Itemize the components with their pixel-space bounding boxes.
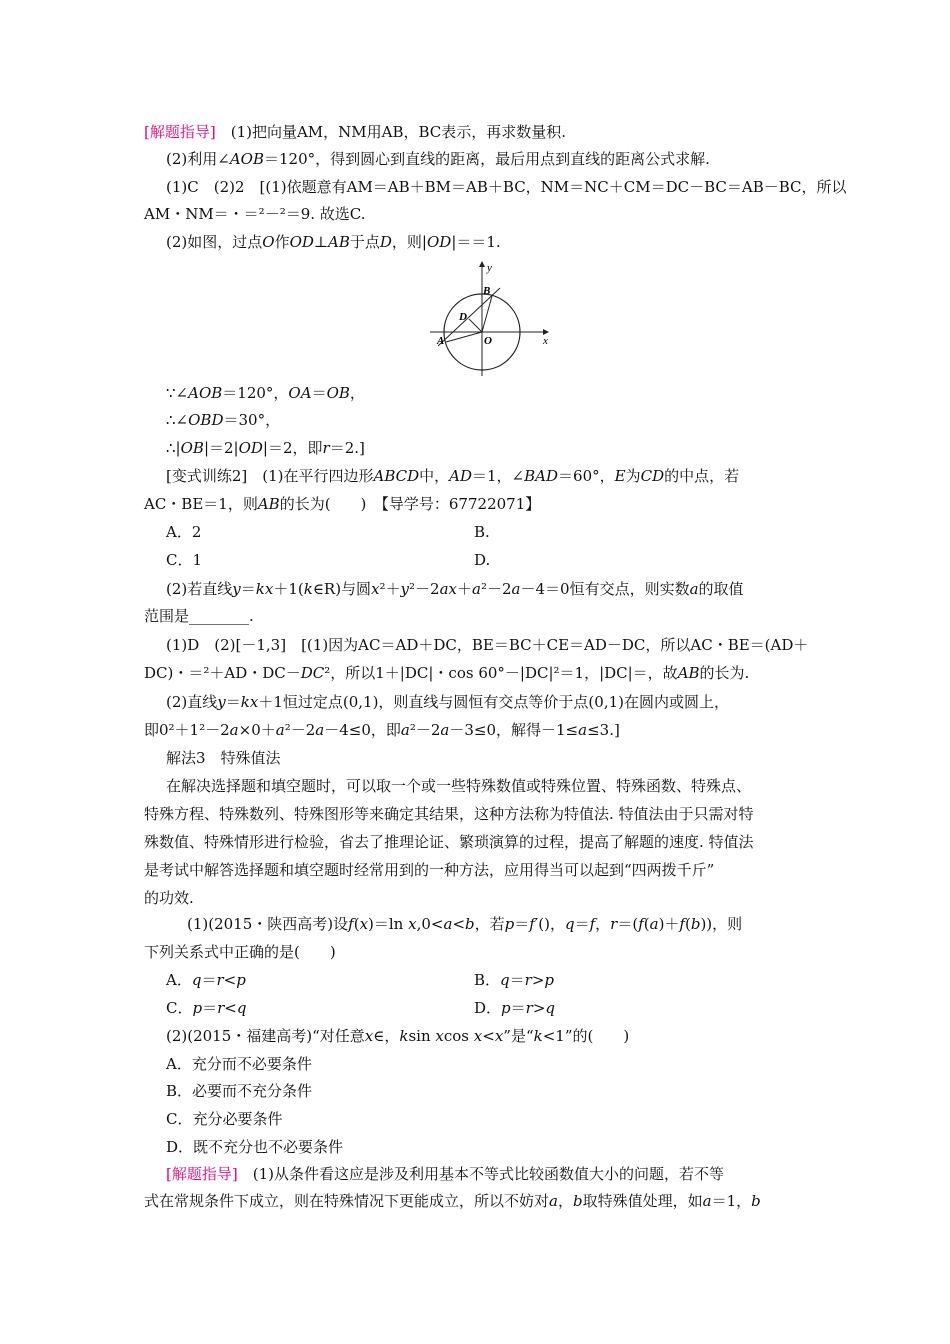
text-run: 的功效.: [144, 889, 194, 907]
text-run: B．必要而不充分条件: [166, 1082, 313, 1100]
text-run: AOB: [229, 150, 264, 168]
text-run: sin: [408, 1027, 436, 1045]
text-run: OD: [289, 233, 314, 251]
text-run: (1)C (2)2 [(1)依题意有AM＝AB＋BM＝AB＋BC，NM＝NC＋CM＝DC－BC＝AB－BC，所以: [166, 178, 847, 196]
text-run: 取特殊值处理，如: [582, 1192, 703, 1210]
text-run: ，: [557, 1192, 573, 1210]
text-run: |＝＝1.: [451, 233, 501, 251]
text-run: －3≤0，解得－1≤: [449, 721, 579, 739]
text-run: <: [482, 1027, 495, 1045]
text-run: b: [751, 1192, 761, 1210]
text-line: [187, 913, 950, 935]
text-run: ²－2: [284, 721, 316, 739]
text-run: ，: [349, 384, 365, 402]
text-run: r: [217, 999, 225, 1017]
text-run: ＝30°，: [223, 411, 281, 429]
text-run: k: [399, 1027, 409, 1045]
text-run: (2)直线: [166, 693, 218, 711]
text-run: >: [532, 999, 546, 1017]
text-run: )＝ln: [368, 915, 409, 933]
text-run: x: [371, 580, 380, 598]
text-run: OD: [426, 233, 452, 251]
text-run: 的取值: [698, 580, 744, 598]
text-run: a: [275, 721, 285, 739]
text-run: －4＝0恒有交点，则实数: [520, 580, 690, 598]
text-run: OA: [288, 384, 312, 402]
text-line: [144, 941, 950, 963]
text-run: r: [524, 971, 532, 989]
text-run: cos: [443, 1027, 474, 1045]
text-line: [144, 803, 950, 825]
text-run: ＝60°，: [558, 467, 615, 485]
text-run: 范围是________.: [144, 607, 254, 625]
text-run: p: [504, 915, 515, 933]
text-run: AD: [449, 467, 473, 485]
text-run: O: [262, 233, 275, 251]
text-run: AM・NM＝・＝²－²＝9. 故选C.: [144, 205, 366, 223]
text-line: [166, 747, 950, 769]
text-run: >: [531, 971, 545, 989]
text-run: ,0<: [416, 915, 444, 933]
text-run: ＋: [457, 580, 473, 598]
text-line: [166, 1053, 950, 1075]
text-run: A．: [166, 971, 192, 989]
text-run: DC: [300, 664, 325, 682]
label-y: y: [487, 262, 492, 274]
text-run: x: [408, 915, 417, 933]
text-run: ”是“: [503, 1027, 534, 1045]
text-line: [144, 831, 950, 853]
text-run: OD: [238, 439, 263, 457]
text-run: b: [465, 915, 475, 933]
text-run: ＝: [311, 384, 327, 402]
text-run: r: [216, 971, 224, 989]
text-line: [166, 382, 950, 404]
text-run: 的长为.: [699, 664, 750, 682]
text-run: (1)把向量AM，NM用AB，BC表示，再求数量积.: [215, 123, 567, 141]
text-run: p: [544, 971, 555, 989]
text-run: |＝2，即: [262, 439, 323, 457]
text-run: ＝1，∠: [472, 467, 525, 485]
text-line: [144, 493, 950, 515]
text-line: [166, 437, 950, 459]
text-run: ∵∠: [166, 384, 189, 402]
text-run: q: [500, 971, 510, 989]
text-run: k: [533, 1027, 543, 1045]
text-run: q: [545, 999, 556, 1017]
option-right: [474, 549, 950, 571]
option-right: [474, 521, 950, 543]
text-run: D: [379, 233, 392, 251]
text-run: C．: [166, 999, 193, 1017]
text-run: ，: [595, 915, 611, 933]
text-run: ))，则: [700, 915, 743, 933]
text-run: D.: [474, 551, 491, 569]
text-run: <1”的( ): [542, 1027, 630, 1045]
text-run: a: [400, 721, 410, 739]
option-right: [474, 969, 950, 991]
text-line: [166, 1025, 950, 1047]
text-run: 的长为( ) 【导学号：67722071】: [279, 495, 541, 513]
text-run: q: [564, 915, 575, 933]
text-run: ＝: [225, 693, 241, 711]
option-right: [474, 997, 950, 1019]
text-run: (1)从条件看这应是涉及利用基本不等式比较函数值大小的问题，若不等: [237, 1165, 724, 1183]
text-line: [166, 1080, 950, 1102]
text-run: BAD: [524, 467, 559, 485]
text-run: ＝1，: [711, 1192, 752, 1210]
text-run: kx: [240, 693, 259, 711]
text-run: r: [322, 439, 330, 457]
circle-figure: [428, 258, 558, 378]
text-run: ²＋: [379, 580, 401, 598]
text-run: <: [224, 999, 237, 1017]
text-run: y: [217, 693, 226, 711]
text-run: ＝: [514, 915, 530, 933]
text-run: 的中点，若: [664, 467, 740, 485]
coordinate-diagram: [428, 258, 558, 378]
text-run: a: [229, 721, 239, 739]
text-run: (2)如图，过点: [166, 233, 263, 251]
text-run: f: [348, 915, 354, 933]
text-run: ∴∠: [166, 411, 189, 429]
text-line: [166, 775, 950, 797]
text-run: ，则|: [391, 233, 427, 251]
text-run: a: [649, 915, 659, 933]
text-line: [166, 634, 950, 656]
text-run: ×0＋: [238, 721, 276, 739]
text-line: [166, 1136, 950, 1158]
text-run: ＝120°，得到圆心到直线的距离，最后用点到直线的距离公式求解.: [263, 150, 710, 168]
text-run: a: [689, 580, 699, 598]
text-run: AB: [328, 233, 350, 251]
text-run: 即0²＋1²－2: [144, 721, 230, 739]
text-run: CD: [640, 467, 665, 485]
text-run: x: [435, 1027, 444, 1045]
text-run: 下列关系式中正确的是( ): [144, 943, 336, 961]
text-run: ′()，: [534, 915, 565, 933]
text-run: 殊数值、特殊情形进行检验，省去了推理论证、繁琐演算的过程，提高了解题的速度. 特值法: [144, 833, 754, 851]
text-run: x: [494, 1027, 504, 1045]
label-o: O: [484, 335, 492, 347]
text-run: q: [236, 999, 247, 1017]
segment-od: [469, 319, 482, 332]
text-run: C．充分必要条件: [166, 1110, 283, 1128]
text-run: f: [529, 915, 535, 933]
text-line: [144, 121, 950, 143]
text-line: [144, 662, 950, 684]
text-run: a: [472, 580, 481, 598]
text-run: (1)(2015・陕西高考)设: [187, 915, 349, 933]
text-line: [144, 605, 950, 627]
text-run: E: [614, 467, 626, 485]
text-run: b: [572, 1192, 583, 1210]
text-run: ＝: [201, 971, 217, 989]
text-line: [166, 148, 950, 170]
text-run: a: [549, 1192, 558, 1210]
text-line: [166, 231, 950, 253]
text-run: ²－2: [409, 580, 440, 598]
text-run: －4≤0，即: [324, 721, 401, 739]
text-run: r: [610, 915, 618, 933]
text-run: 于点: [349, 233, 380, 251]
text-run: 为: [625, 467, 641, 485]
text-line: [166, 578, 950, 600]
text-line: [144, 203, 950, 225]
text-run: ∴|: [166, 439, 181, 457]
text-run: ＝: [240, 580, 256, 598]
text-run: ∈R)与圆: [312, 580, 372, 598]
text-run: f: [679, 915, 685, 933]
text-run: [变式训练2] (1)在平行四边形: [166, 467, 374, 485]
text-run: (2)利用∠: [166, 150, 230, 168]
label-b: B: [483, 285, 491, 297]
text-run: a: [443, 915, 453, 933]
text-run: ＝120°，: [222, 384, 289, 402]
text-run: ²－2: [480, 580, 512, 598]
label-d: D: [459, 311, 467, 323]
text-run: a: [315, 721, 325, 739]
text-run: ax: [439, 580, 457, 598]
text-run: (1)D (2)[－1,3] [(1)因为AC＝AD＋DC，BE＝BC＋CE＝AD－DC，所以AC・BE＝(AD＋: [166, 636, 809, 654]
text-run: (: [643, 915, 650, 933]
text-run: 式在常规条件下成立，则在特殊情况下更能成立，所以不妨对: [144, 1192, 550, 1210]
text-run: q: [191, 971, 202, 989]
text-run: x: [473, 1027, 483, 1045]
text-run: 是考试中解答选择题和填空题时经常用到的一种方法，应用得当可以起到“四两拨千斤”: [144, 861, 715, 879]
text-line: [166, 409, 950, 431]
text-run: ，若: [474, 915, 505, 933]
text-run: y: [232, 580, 241, 598]
label-x: x: [543, 335, 548, 347]
text-run: a: [440, 721, 450, 739]
text-run: B．: [474, 971, 501, 989]
text-run: A．充分而不必要条件: [166, 1055, 312, 1073]
text-run: (: [684, 915, 691, 933]
text-run: AB: [257, 495, 280, 513]
text-run: )＋: [658, 915, 680, 933]
guide-tag: [解题指导]: [166, 1165, 238, 1183]
text-run: a: [578, 721, 588, 739]
text-line: [144, 719, 950, 741]
text-run: DC)・＝²＋AD・DC－: [144, 664, 301, 682]
text-run: x: [364, 1027, 374, 1045]
text-run: C．1: [166, 551, 203, 569]
guide-tag: [解题指导]: [144, 123, 216, 141]
text-run: a: [702, 1192, 712, 1210]
text-run: ＝: [574, 915, 590, 933]
text-line: [144, 887, 950, 909]
text-run: <: [223, 971, 237, 989]
text-run: <: [452, 915, 466, 933]
text-run: AB: [677, 664, 700, 682]
text-run: 中，: [419, 467, 450, 485]
text-run: B.: [474, 523, 490, 541]
text-run: D．既不充分也不必要条件: [166, 1138, 344, 1156]
text-run: D．: [474, 999, 502, 1017]
text-line: [166, 465, 950, 487]
text-line: [166, 1108, 950, 1130]
text-run: 在解决选择题和填空题时，可以取一个或一些特殊数值或特殊位置、特殊函数、特殊点、: [166, 777, 752, 795]
text-run: (2)(2015・福建高考)“对任意: [166, 1027, 365, 1045]
label-a: A: [437, 335, 445, 347]
text-run: ≤3.]: [587, 721, 620, 739]
text-line: [166, 1163, 950, 1185]
text-run: ＝: [202, 999, 218, 1017]
text-run: ABCD: [373, 467, 420, 485]
text-run: ＝: [509, 971, 525, 989]
text-run: ⊥: [313, 233, 329, 251]
text-run: k: [303, 580, 313, 598]
text-run: OB: [180, 439, 204, 457]
text-run: (: [353, 915, 360, 933]
segment-bo: [482, 296, 492, 332]
text-run: A．2: [166, 523, 202, 541]
text-run: ＝2.]: [329, 439, 365, 457]
text-run: r: [525, 999, 533, 1017]
text-run: x: [359, 915, 369, 933]
text-run: ＋1(: [273, 580, 304, 598]
text-run: p: [501, 999, 511, 1017]
text-run: AOB: [188, 384, 223, 402]
text-line: [166, 691, 950, 713]
text-run: f: [589, 915, 596, 933]
text-line: [166, 176, 950, 198]
text-line: [144, 1190, 950, 1212]
text-run: 作: [274, 233, 290, 251]
text-run: |＝2|: [203, 439, 239, 457]
text-run: ＋1恒过定点(0,1)，则直线与圆恒有交点等价于点(0,1)在圆内或圆上，: [258, 693, 729, 711]
text-run: ＝: [510, 999, 526, 1017]
text-run: ²，所以1＋|DC|・cos 60°－|DC|²＝1，|DC|＝，故: [324, 664, 678, 682]
text-run: ²－2: [409, 721, 441, 739]
text-run: p: [236, 971, 246, 989]
text-run: p: [192, 999, 203, 1017]
text-run: y: [400, 580, 410, 598]
text-run: ∈，: [373, 1027, 400, 1045]
text-run: OB: [326, 384, 350, 402]
text-run: AC・BE＝1，则: [144, 495, 258, 513]
text-run: kx: [255, 580, 274, 598]
text-run: b: [690, 915, 701, 933]
text-run: 解法3 特殊值法: [166, 749, 281, 767]
text-run: OBD: [188, 411, 224, 429]
text-run: (2)若直线: [166, 580, 233, 598]
text-line: [144, 859, 950, 881]
text-run: ＝(: [617, 915, 639, 933]
text-run: 特殊方程、特殊数列、特殊图形等来确定其结果，这种方法称为特值法. 特值法由于只需对特: [144, 805, 754, 823]
text-run: a: [511, 580, 521, 598]
text-run: f: [638, 915, 644, 933]
